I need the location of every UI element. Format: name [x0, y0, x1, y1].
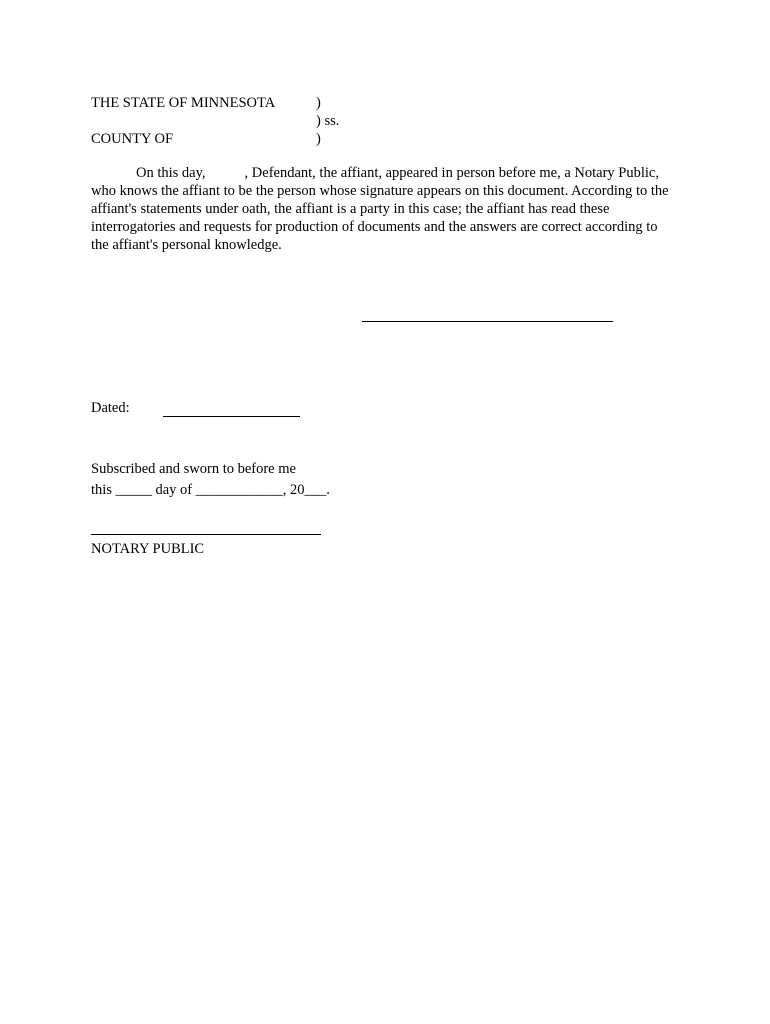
jurat-line-2: this _____ day of ____________, 20___. [91, 482, 330, 498]
caption-paren-ss: ) ss. [316, 113, 340, 129]
state-caption: THE STATE OF MINNESOTA [91, 95, 276, 111]
dated-line [163, 416, 300, 417]
jurat-line-1: Subscribed and sworn to before me [91, 461, 296, 477]
affiant-signature-line [362, 321, 613, 322]
paragraph-line-1-start: On this day, [136, 165, 206, 181]
notary-public-label: NOTARY PUBLIC [91, 541, 205, 557]
caption-paren-1: ) [316, 95, 321, 111]
county-caption: COUNTY OF [91, 131, 174, 147]
paragraph-line-4: interrogatories and requests for production of documents and the answers are correct according to [91, 219, 658, 235]
paragraph-line-2: who knows the affiant to be the person whose signature appears on this document. According to the [91, 183, 669, 199]
paragraph-line-1-end: , Defendant, the affiant, appeared in person before me, a Notary Public, [244, 165, 659, 181]
paragraph-line-3: affiant's statements under oath, the affiant is a party in this case; the affiant has read these [91, 201, 610, 217]
dated-label: Dated: [91, 400, 130, 416]
notary-signature-line [91, 534, 321, 535]
paragraph-line-5: the affiant's personal knowledge. [91, 237, 282, 253]
affidavit-paragraph [91, 164, 691, 254]
paragraph-line-1 [91, 164, 691, 182]
caption-paren-3: ) [316, 131, 321, 147]
